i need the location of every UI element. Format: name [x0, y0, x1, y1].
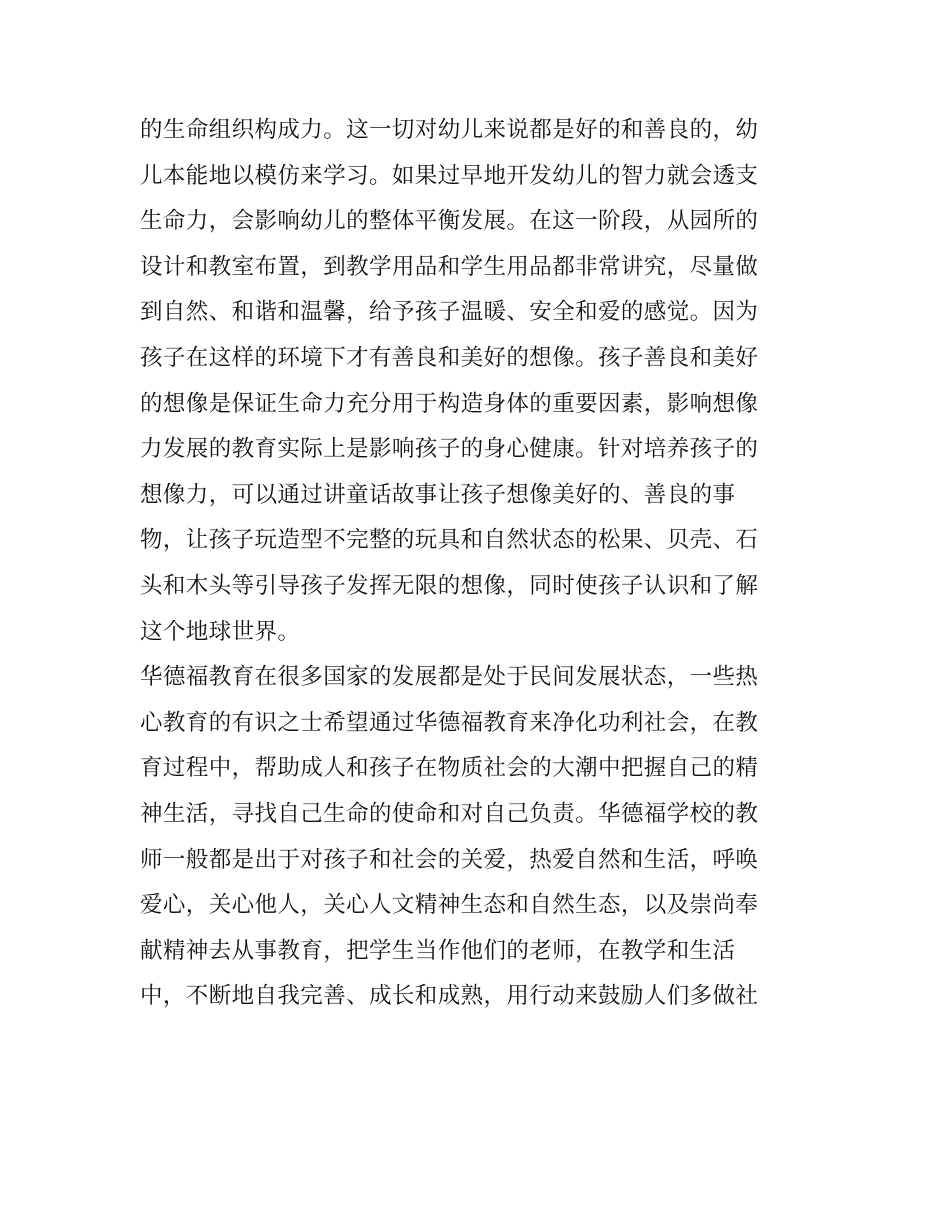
- text-line: 物，让孩子玩造型不完整的玩具和自然状态的松果、贝壳、石: [140, 527, 759, 554]
- text-line: 这个地球世界。: [140, 618, 301, 645]
- text-line: 爱心，关心他人，关心人文精神生态和自然生态，以及崇尚奉: [140, 892, 759, 919]
- text-line: 献精神去从事教育，把学生当作他们的老师，在教学和生活: [140, 937, 736, 964]
- text-line: 中，不断地自我完善、成长和成熟，用行动来鼓励人们多做社: [140, 983, 759, 1010]
- text-line: 育过程中，帮助成人和孩子在物质社会的大潮中把握自己的精: [140, 755, 759, 782]
- text-line: 神生活，寻找自己生命的使命和对自己负责。华德福学校的教: [140, 800, 759, 827]
- text-line: 力发展的教育实际上是影响孩子的身心健康。针对培养孩子的: [140, 436, 759, 463]
- text-line: 孩子在这样的环境下才有善良和美好的想像。孩子善良和美好: [140, 344, 759, 371]
- text-line: 的想像是保证生命力充分用于构造身体的重要因素，影响想像: [140, 390, 759, 417]
- text-line: 设计和教室布置，到教学用品和学生用品都非常讲究，尽量做: [140, 253, 759, 280]
- text-line: 师一般都是出于对孩子和社会的关爱，热爱自然和生活，呼唤: [140, 846, 759, 873]
- text-line: 儿本能地以模仿来学习。如果过早地开发幼儿的智力就会透支: [140, 162, 759, 189]
- text-line: 生命力，会影响幼儿的整体平衡发展。在这一阶段，从园所的: [140, 208, 759, 235]
- text-line: 头和木头等引导孩子发挥无限的想像，同时使孩子认识和了解: [140, 572, 759, 599]
- text-line: 到自然、和谐和温馨，给予孩子温暖、安全和爱的感觉。因为: [140, 299, 759, 326]
- text-line: 华德福教育在很多国家的发展都是处于民间发展状态，一些热: [140, 664, 759, 691]
- body-text: [140, 108, 820, 1020]
- text-line: 想像力，可以通过讲童话故事让孩子想像美好的、善良的事: [140, 481, 736, 508]
- text-line: 心教育的有识之士希望通过华德福教育来净化功利社会，在教: [140, 709, 759, 736]
- text-line: 的生命组织构成力。这一切对幼儿来说都是好的和善良的，幼: [140, 117, 759, 143]
